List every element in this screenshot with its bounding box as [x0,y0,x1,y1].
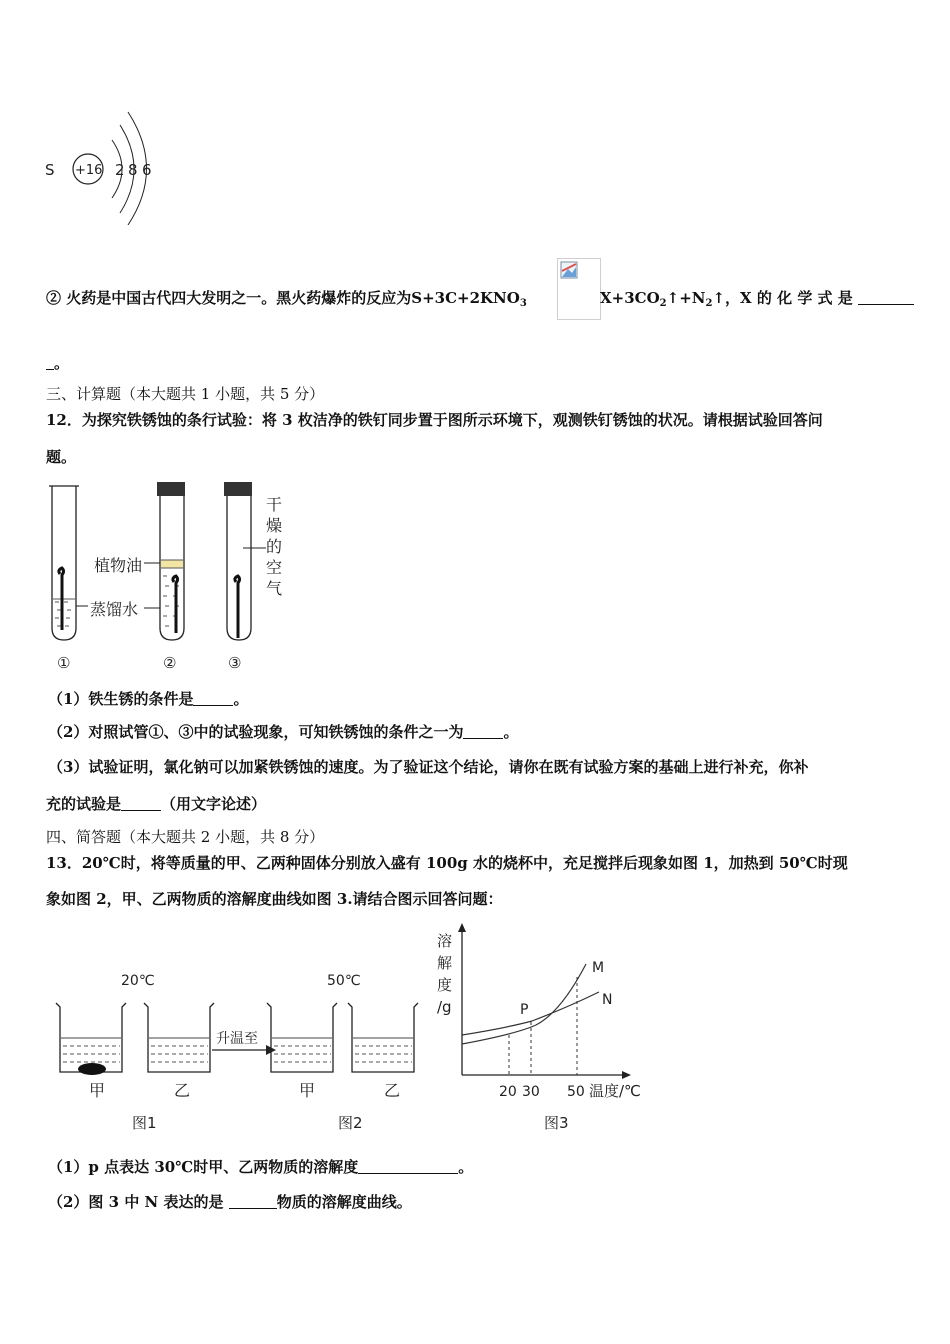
tube-number-1: ① [57,654,71,672]
q11b-equation-right-a: X+3CO [600,289,660,307]
q12-stem-line2: 题。 [46,448,77,466]
q11b-tail: 。 [54,354,70,372]
fig2-temp: 50℃ [327,973,361,989]
q11b-answer-blank-cont[interactable] [46,355,54,370]
fig3-caption: 图3 [544,1114,569,1132]
q13-beakers-figure [44,965,424,1135]
beaker-fig1-yi [144,1003,214,1072]
section4-heading: 四、简答题（本大题共 2 小题，共 8 分） [46,828,325,846]
q12-sub2-blank[interactable] [463,724,503,739]
q13-sub1-end: 。 [458,1158,474,1176]
x-tick-20: 20 [499,1084,517,1100]
y-axis-label-char: /g [437,998,452,1016]
q13-solubility-figure [436,922,651,1137]
label-dry-air-char: 的 [266,537,283,556]
label-dry-air-char: 燥 [266,516,283,535]
q12-test-tubes-svg [44,478,304,676]
tube-number-3: ③ [228,654,242,672]
fig1-temp: 20℃ [121,973,155,989]
q13-sub1 [48,1156,473,1177]
q11b-line-right [600,287,914,309]
q12-sub1-end: 。 [233,690,249,708]
fig2-beaker-jia: 甲 [299,1081,316,1100]
atom-shell-3: 6 [142,161,152,179]
beaker-fig2-jia [267,1003,337,1072]
tube-number-2: ② [163,654,177,672]
q13-sub2-text-b: 物质的溶解度曲线。 [276,1193,412,1211]
label-vegetable-oil: 植物油 [94,556,143,575]
beakers-svg [44,965,424,1135]
fig2-beaker-yi: 乙 [384,1081,401,1100]
section3-heading: 三、计算题（本大题共 1 小题，共 5 分） [46,385,325,403]
q11b-equation-right-sub: 2 [659,298,667,309]
beaker-fig2-yi [348,1003,418,1072]
fig1-caption: 图1 [132,1114,157,1132]
q11b-equation-left: S+3C+2KNO [411,289,520,307]
test-tube-3 [224,482,266,640]
q13-sub1-blank[interactable] [358,1159,458,1174]
y-axis-arrow [458,923,466,932]
q13-sub2-text-a: （2）图 3 中 N 表达的是 [48,1193,224,1211]
q12-sub3-line2 [46,793,266,814]
y-axis-label-char: 度 [437,976,453,994]
atom-shell-2: 8 [128,161,138,179]
y-axis-label [437,930,452,1018]
q13-sub2-blank[interactable] [229,1194,277,1209]
q11b-equation-right-b: ↑+N [666,289,706,307]
q12-sub1-blank[interactable] [193,691,233,706]
x-tick-50: 50 [567,1084,585,1100]
q11b-equation-right-sub2: 2 [705,298,713,309]
atom-shell-1: 2 [115,161,125,179]
arrow-label: 升温至 [216,1031,258,1047]
label-dry-air [266,494,286,599]
x-tick-30: 30 [522,1084,540,1100]
q13-sub1-text: （1）p 点表达 30℃时甲、乙两物质的溶解度 [48,1158,359,1176]
q11b-text: ② 火药是中国古代四大发明之一。黑火药爆炸的反应为 [46,289,412,307]
atom-nucleus-charge: +16 [75,163,103,178]
test-tube-1 [49,486,88,640]
fig2-caption: 图2 [338,1114,363,1132]
q12-sub3-blank[interactable] [121,796,161,811]
q12-figure [44,478,304,676]
label-distilled-water: 蒸馏水 [90,600,139,619]
atom-symbol: S [45,161,55,179]
label-dry-air-char: 空 [266,558,283,577]
q11b-line [46,287,527,309]
q12-stem-line1: 12．为探究铁锈蚀的条行试验：将 3 枚洁净的铁钉同步置于图所示环境下，观测铁钉锈蚀的状况。请根据试验回答问 [46,411,823,429]
q11b-answer-blank[interactable] [858,290,914,305]
q11b-equation-right-c: ↑，X 的 化 学 式 是 [712,289,853,307]
q12-sub3-text: 充的试验是 [46,795,122,813]
q12-sub2 [48,721,518,742]
q11b-equation-left-sub: 3 [519,298,527,309]
q12-sub2-end: 。 [503,723,519,741]
q13-stem-line2: 象如图 2，甲、乙两物质的溶解度曲线如图 3.请结合图示回答问题： [46,890,503,908]
q11b-tail-line [46,352,69,373]
q12-sub1-text: （1）铁生锈的条件是 [48,690,194,708]
curve-M-label: M [592,960,605,976]
x-axis-arrow [622,1071,631,1079]
x-axis-label: 温度/℃ [589,1082,641,1100]
beaker-fig1-jia [56,1003,126,1075]
point-P-label: P [520,1002,529,1018]
broken-image-placeholder [557,258,601,320]
q12-sub3-line1: （3）试验证明，氯化钠可以加紧铁锈蚀的速度。为了验证这个结论，请你在既有试验方案的基础上进行补充，你补 [48,758,809,776]
q13-sub2 [48,1191,412,1212]
atom-structure-diagram [40,110,170,225]
q12-sub3-end: （用文字论述） [161,795,267,813]
curve-N-label: N [602,992,613,1008]
y-axis-label-char: 溶 [437,932,453,950]
q12-sub2-text: （2）对照试管①、③中的试验现象，可知铁锈蚀的条件之一为 [48,723,464,741]
fig1-beaker-yi: 乙 [174,1081,191,1100]
test-tube-2 [144,482,185,640]
broken-image-icon [560,261,578,279]
solubility-svg [436,922,651,1137]
q12-sub1 [48,688,248,709]
q13-stem-line1: 13．20℃时，将等质量的甲、乙两种固体分别放入盛有 100g 水的烧杯中，充足搅拌后现象如图 1，加热到 50℃时现 [46,854,848,872]
label-dry-air-char: 干 [266,495,283,514]
y-axis-label-char: 解 [437,954,453,972]
undissolved-solid [78,1063,106,1075]
fig1-beaker-jia: 甲 [89,1081,106,1100]
atom-structure-svg [40,110,170,225]
label-dry-air-char: 气 [266,579,283,598]
